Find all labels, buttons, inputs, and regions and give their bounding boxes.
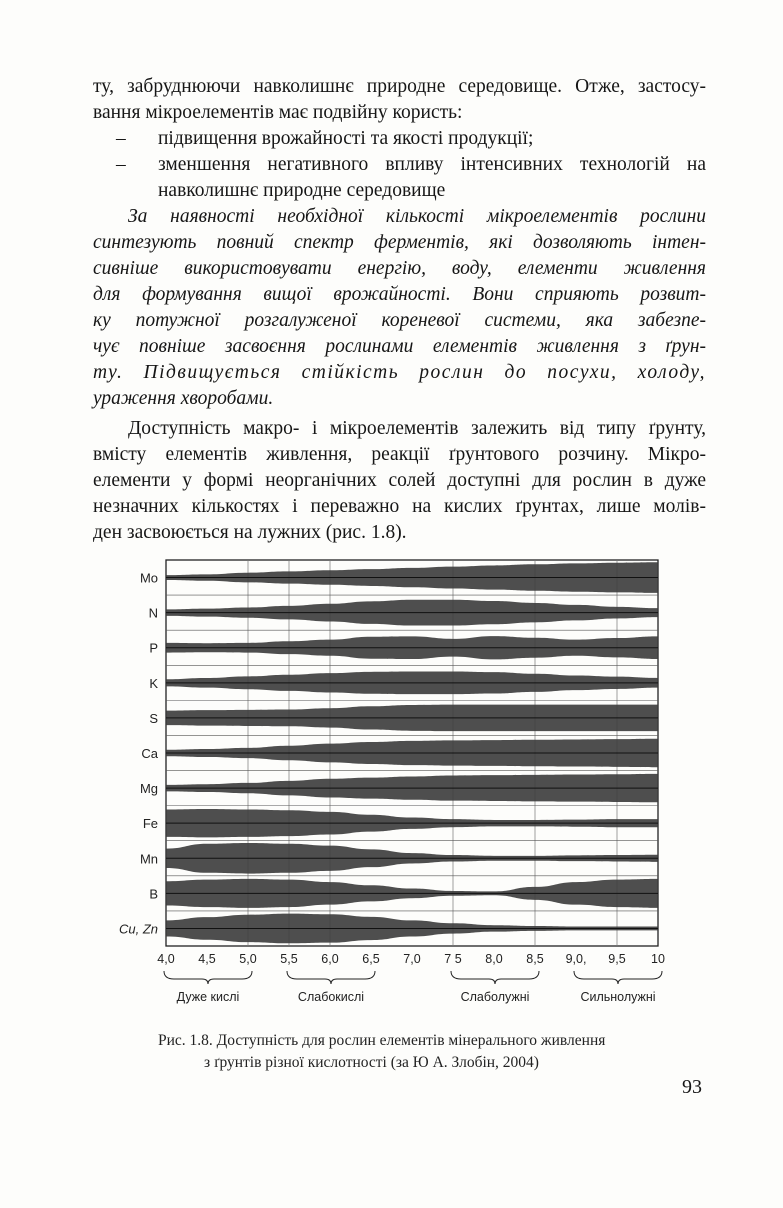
list-marker: – [116, 128, 126, 149]
x-tick-label: 6,0 [321, 952, 339, 966]
element-label: Mo [139, 570, 158, 586]
group-label: Дуже кислі [176, 990, 240, 1004]
x-tick-label: 5,5 [280, 952, 298, 966]
page-number: 93 [682, 1076, 702, 1098]
x-tick-label: 7 5 [444, 952, 462, 966]
list-item-continued: навколишнє природне середовище [158, 180, 446, 201]
element-label: Mn [139, 851, 158, 867]
element-label: Fe [142, 816, 158, 832]
italic-paragraph-line: синтезують повний спектр ферментів, які дозволяють інтен- [93, 232, 706, 253]
paragraph-line: ден засвоюється на лужних (рис. 1.8). [93, 522, 407, 543]
group-label: Сильнолужні [580, 990, 656, 1004]
italic-paragraph-line: ураження хворобами. [93, 388, 274, 409]
group-brace [574, 971, 662, 984]
element-label: Cu, Zn [118, 921, 158, 937]
group-brace [287, 971, 375, 984]
paragraph-line: Доступність макро- і мікроелементів залежить від типу ґрунту, [128, 418, 706, 439]
paragraph-line: вання мікроелементів має подвійну користь: [93, 102, 463, 123]
italic-paragraph-line: ту. Підвищується стійкість рослин до посухи, холоду, [93, 362, 706, 383]
group-label: Слабокислі [297, 990, 365, 1004]
figure-caption: з ґрунтів різної кислотності (за Ю А. Злобін, 2004) [204, 1054, 539, 1071]
list-item: зменшення негативного впливу інтенсивних технологій на [158, 154, 706, 175]
x-tick-label: 4,0 [157, 952, 175, 966]
element-label: Mg [139, 781, 158, 797]
x-tick-label: 10 [651, 952, 665, 966]
x-tick-label: 8,5 [526, 952, 544, 966]
paragraph-line: ту, забруднюючи навколишнє природне середовище. Отже, застосу- [93, 76, 706, 97]
element-label: K [149, 675, 158, 691]
element-label: S [149, 710, 158, 726]
list-item: підвищення врожайності та якості продукції; [158, 128, 534, 149]
x-tick-label: 6,5 [362, 952, 380, 966]
paragraph-line: елементи у формі неорганічних солей доступні для рослин в дуже [93, 470, 706, 491]
x-tick-label: 9,5 [608, 952, 626, 966]
group-brace [451, 971, 539, 984]
italic-paragraph-line: За наявності необхідної кількості мікроелементів рослини [128, 206, 706, 227]
list-marker: – [116, 154, 126, 175]
x-tick-label: 7,0 [403, 952, 421, 966]
x-tick-label: 8,0 [485, 952, 503, 966]
figure-caption: Рис. 1.8. Доступність для рослин елементів мінерального живлення [158, 1032, 606, 1049]
italic-paragraph-line: сивніше використовувати енергію, воду, елементи живлення [93, 258, 706, 279]
paragraph-line: незначних кількостях і переважно на кислих ґрунтах, лише молів- [93, 496, 706, 517]
element-label: P [149, 640, 158, 656]
x-tick-label: 5,0 [239, 952, 257, 966]
italic-paragraph-line: чує повніше засвоєння рослинами елементів живлення з ґрун- [93, 336, 706, 357]
italic-paragraph-line: ку потужної розгалуженої кореневої системи, яка забезпе- [93, 310, 706, 331]
italic-paragraph-line: для формування вищої врожайності. Вони сприяють розвит- [93, 284, 706, 305]
group-label: Слаболужні [460, 990, 530, 1004]
group-brace [164, 971, 252, 984]
x-tick-label: 4,5 [198, 952, 216, 966]
element-label: B [149, 886, 158, 902]
x-tick-label: 9,0, [565, 952, 587, 966]
element-label: Ca [141, 746, 158, 761]
element-label: N [148, 605, 158, 621]
paragraph-line: вмісту елементів живлення, реакції ґрунтового розчину. Мікро- [93, 444, 706, 465]
